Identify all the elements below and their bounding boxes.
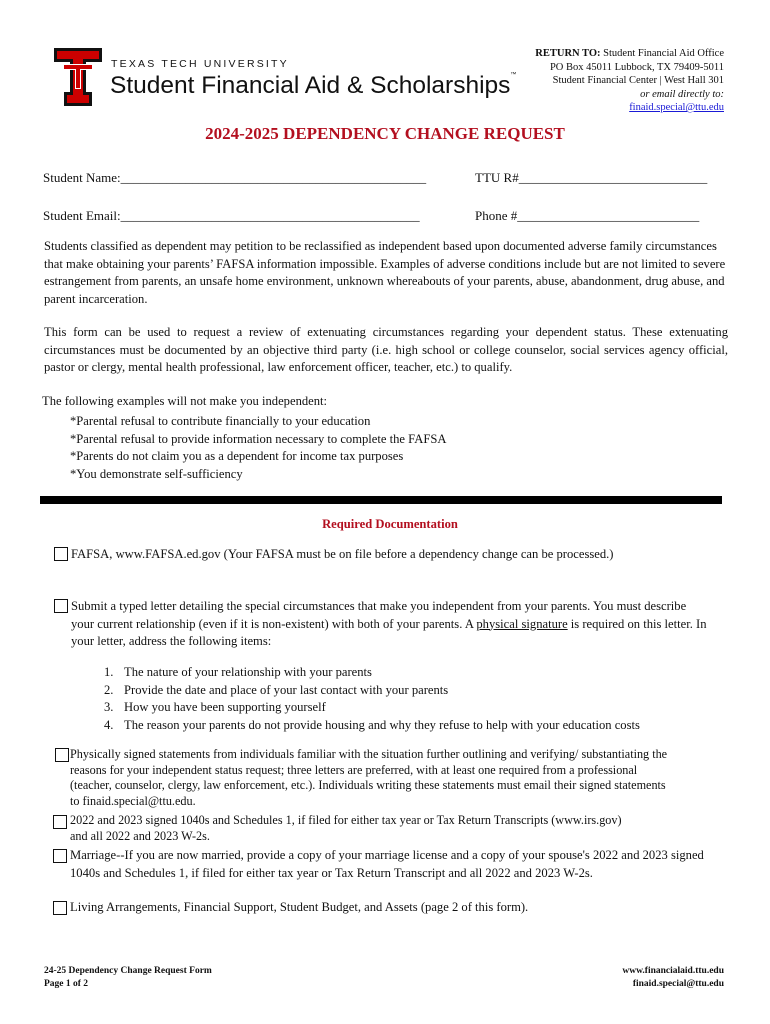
intro-paragraph-2: This form can be used to request a review of extenuating circumstances regarding your dependent status. These extenuating circumstances must be documented by an objective third party (i.e. high school or college counselor, social services agency official, pastor or clergy, mental health professional, law enforcement officer, teacher, etc.) to qualify. bbox=[44, 325, 728, 374]
examples-list bbox=[70, 413, 446, 483]
letter-items-list bbox=[104, 664, 640, 734]
required-documentation-title: Required Documentation bbox=[322, 517, 458, 531]
list-item: 3. How you have been supporting yourself bbox=[104, 700, 326, 714]
intro-paragraph-3: The following examples will not make you independent: bbox=[42, 394, 328, 408]
university-name: TEXAS TECH UNIVERSITY bbox=[111, 58, 289, 70]
return-office: Student Financial Aid Office bbox=[603, 48, 724, 59]
marriage-text: Marriage--If you are now married, provide a copy of your marriage license and a copy of your spouse's 2022 and 2023 signed 1040s and Schedules 1, if filed for either tax year or Tax Return Transcript and all 2022 and 2023 W-2s. bbox=[70, 848, 704, 880]
example-item: *Parental refusal to provide information necessary to complete the FAFSA bbox=[70, 431, 447, 446]
marriage-checkbox[interactable] bbox=[53, 849, 67, 863]
student-name-field[interactable]: Student Name:_______________________________________________ bbox=[43, 170, 427, 185]
list-item: 1. The nature of your relationship with your parents bbox=[104, 665, 372, 679]
texas-tech-double-t-logo bbox=[52, 46, 104, 108]
list-item: 2. Provide the date and place of your last contact with your parents bbox=[104, 682, 449, 697]
tax-documents-text: 2022 and 2023 signed 1040s and Schedules 1, if filed for either tax year or Tax Return Transcripts (www.irs.gov) and all 2022 and 2023 W-2s. bbox=[70, 813, 622, 843]
page-title: 2024-2025 DEPENDENCY CHANGE REQUEST bbox=[205, 124, 565, 143]
tax-documents-checkbox[interactable] bbox=[53, 815, 67, 829]
list-item: 4. The reason your parents do not provide housing and why they refuse to help with your education costs bbox=[104, 717, 640, 732]
letter-item-text: Submit a typed letter detailing the special circumstances that make you independent from your parents. You must describe your current relationship (even if it is non-existent) with both of your parents. A physical signature is required on this letter. In your letter, address the following items: bbox=[71, 599, 707, 648]
fafsa-item-text: FAFSA, www.FAFSA.ed.gov (Your FAFSA must be on file before a dependency change can be processed.) bbox=[71, 547, 614, 561]
footer-right bbox=[622, 965, 724, 990]
footer-left bbox=[44, 965, 212, 990]
letter-checkbox[interactable] bbox=[54, 599, 68, 613]
physical-signature-text: physical signature bbox=[476, 616, 568, 631]
living-arrangements-text: Living Arrangements, Financial Support, Student Budget, and Assets (page 2 of this form). bbox=[70, 900, 529, 914]
address-line-1: PO Box 45011 Lubbock, TX 79409-5011 bbox=[549, 61, 724, 73]
fafsa-checkbox[interactable] bbox=[54, 547, 68, 561]
example-item: *Parental refusal to contribute financially to your education bbox=[70, 414, 371, 428]
footer-website-link[interactable]: www.financialaid.ttu.edu bbox=[622, 966, 724, 976]
department-name: Student Financial Aid & Scholarships™ bbox=[110, 72, 517, 99]
signed-statements-text: Physically signed statements from individuals familiar with the situation further outlining and verifying/ substantiating the reasons for your independent status request; three letters are preferred, with at least one required from a professional (teacher, counselor, clergy, law enforcement, etc.). Individuals writing these statements must email their signed statements to finaid.special@ttu.edu. bbox=[70, 747, 668, 808]
return-email-link[interactable]: finaid.special@ttu.edu bbox=[629, 102, 724, 113]
living-arrangements-checkbox[interactable] bbox=[53, 901, 67, 915]
return-to-block bbox=[535, 47, 724, 115]
phone-field[interactable]: Phone #____________________________ bbox=[475, 208, 700, 223]
section-divider bbox=[40, 496, 722, 504]
signed-statements-checkbox[interactable] bbox=[55, 748, 69, 762]
footer-email-link[interactable]: finaid.special@ttu.edu bbox=[632, 978, 724, 989]
example-item: *Parents do not claim you as a dependent for income tax purposes bbox=[70, 449, 404, 463]
address-line-2: Student Financial Center | West Hall 301 bbox=[552, 75, 724, 86]
ttu-r-field[interactable]: TTU R#_____________________________ bbox=[475, 170, 708, 185]
email-prompt: or email directly to: bbox=[640, 88, 724, 100]
page-number: Page 1 of 2 bbox=[44, 978, 89, 989]
student-email-field[interactable]: Student Email:______________________________________________ bbox=[43, 208, 420, 223]
return-label: RETURN TO: bbox=[535, 48, 601, 59]
intro-paragraph-1: Students classified as dependent may petition to be reclassified as independent based upon documented adverse family circumstances that make obtaining your parents’ FAFSA information impossible. Examples of adverse conditions include but are not limited to severe estrangement from parents, an unsafe home environment, unknown whereabouts of your parents, abuse, abandonment, drug abuse, and parent incarceration. bbox=[44, 239, 726, 306]
form-name: 24-25 Dependency Change Request Form bbox=[44, 966, 212, 976]
example-item: *You demonstrate self-sufficiency bbox=[70, 466, 243, 481]
